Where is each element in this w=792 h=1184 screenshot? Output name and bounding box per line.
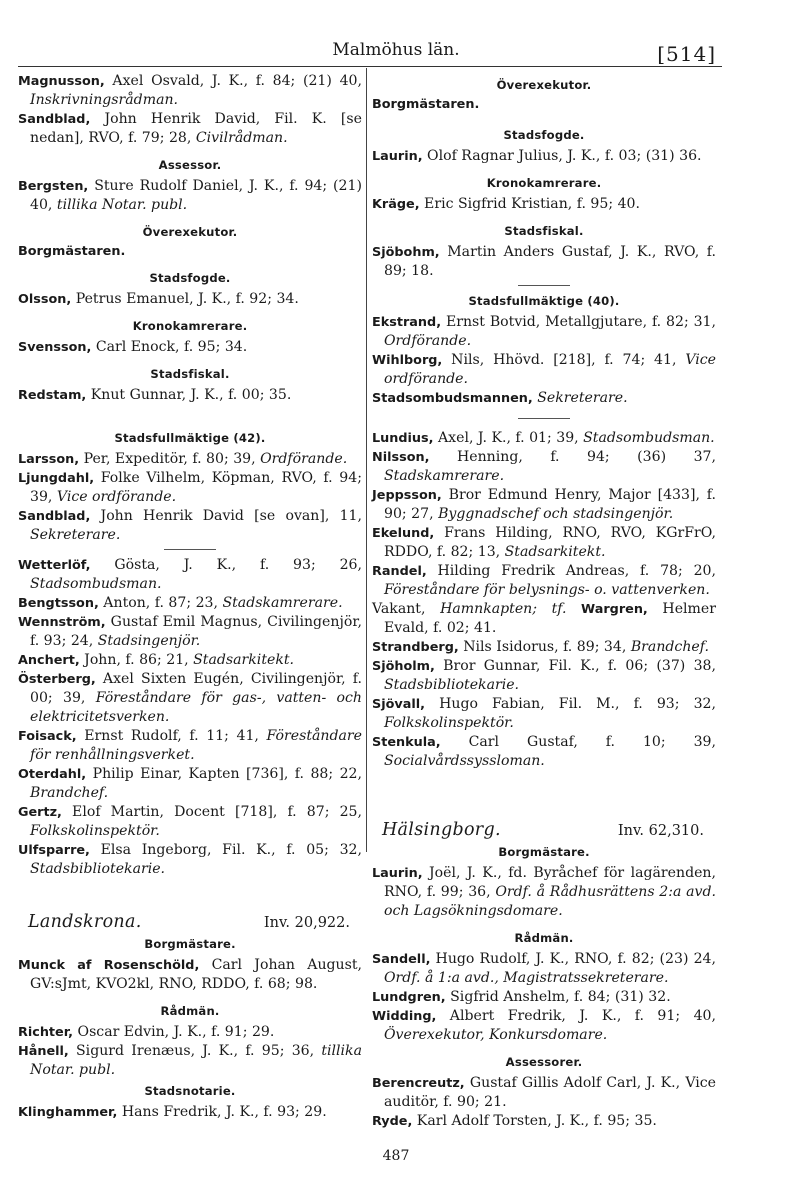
entry — [18, 450, 362, 469]
entry-name: Ekstrand, — [372, 315, 442, 330]
entry — [18, 956, 362, 994]
entry-text: Per, Expeditör, f. 80; 39, — [79, 451, 261, 467]
entry-text: Carl Johan August, GV:sJmt, KVO2kl, RNO, RDDO, f. 68; 98. — [30, 957, 363, 992]
entry-name: Ljungdahl, — [18, 471, 95, 486]
entry-name: Jeppsson, — [372, 488, 442, 503]
entry-text: Sture Rudolf Daniel, J. K., f. 94; (21) 40, — [30, 178, 362, 213]
entry — [18, 386, 362, 405]
city-heading — [18, 913, 362, 933]
entry-name: Sjövall, — [372, 697, 426, 712]
entry-text: Hugo Fabian, Fil. M., f. 93; 32, — [425, 696, 716, 712]
entry-text: Bror Edmund Henry, Major [433], f. 90; 27, — [384, 487, 716, 522]
entry-text: Philip Einar, Kapten [736], f. 88; 22, — [86, 766, 362, 782]
entry — [372, 524, 716, 562]
entry-name: Randel, — [372, 564, 427, 579]
section-heading: Assessorer. — [505, 1055, 583, 1069]
entry-text: Frans Hilding, RNO, RVO, KGrFrO, RDDO, f. 82; 13, — [384, 525, 716, 560]
entry-role: Stadsombudsman. — [30, 576, 162, 592]
entry-name: Oterdahl, — [18, 767, 87, 782]
entry-name: Larsson, — [18, 452, 80, 467]
entry-role: Överexekutor, Konkursdomare. — [384, 1027, 608, 1043]
entry-name: Berencreutz, — [372, 1076, 465, 1091]
entry-role: Vice ordförande. — [384, 352, 716, 387]
entry-name: Klinghammer, — [18, 1105, 118, 1120]
entry-name: Gertz, — [18, 805, 62, 820]
section-heading: Kronokamrerare. — [132, 319, 248, 333]
entry-text: Eric Sigfrid Kristian, f. 95; 40. — [419, 196, 640, 212]
entry-prefix: Vakant, — [372, 601, 441, 617]
entry-name: Kräge, — [372, 197, 420, 212]
entry — [372, 448, 716, 486]
city-population: Inv. 20,922. — [263, 915, 350, 931]
entry-name: Lundgren, — [372, 990, 446, 1005]
entry-role: Ordförande. — [260, 451, 348, 467]
entry-role: Brandchef. — [30, 785, 109, 801]
entry-role: Vice ordförande. — [56, 489, 177, 505]
entry-text: Hans Fredrik, J. K., f. 93; 29. — [117, 1104, 327, 1120]
entry-text: Ernst Botvid, Metallgjutare, f. 82; 31, — [441, 314, 716, 330]
entry — [372, 1074, 716, 1112]
entry-name: Sjöholm, — [372, 659, 435, 674]
entry — [372, 695, 716, 733]
entry-name: Hånell, — [18, 1044, 69, 1059]
entry-text: Nils, Hhövd. [218], f. 74; 41, — [442, 352, 686, 368]
entry-role: Stadskamrerare. — [384, 468, 505, 484]
entry-role: Folkskolinspektör. — [384, 715, 514, 731]
section-heading: Stadsfiskal. — [504, 224, 584, 238]
entry-name: Sjöbohm, — [372, 245, 440, 260]
entry-role: Stadsbibliotekarie. — [384, 677, 520, 693]
entry — [372, 733, 716, 771]
separator-dash — [518, 418, 570, 419]
entry-role: Inskrivningsrådman. — [30, 92, 179, 108]
entry-role: Sekreterare. — [30, 527, 121, 543]
entry-name: Ekelund, — [372, 526, 435, 541]
section-heading: Stadsnotarie. — [144, 1084, 236, 1098]
entry — [18, 72, 362, 110]
entry-role: Socialvårdssyssloman. — [384, 753, 545, 769]
entry-text: Elsa Ingeborg, Fil. K., f. 05; 32, — [89, 842, 362, 858]
entry — [18, 556, 362, 594]
entry-text: Petrus Emanuel, J. K., f. 92; 34. — [71, 291, 299, 307]
entry-text: Helmer Evald, f. 02; 41. — [384, 601, 716, 636]
borgmastaren-label: Borgmästaren. — [18, 244, 126, 259]
entry-role: Ordförande. — [384, 333, 472, 349]
entry-text: Carl Enock, f. 95; 34. — [91, 339, 248, 355]
entry-role: Föreståndare för gas-, vatten- och elektricitetsverken. — [30, 690, 362, 725]
entry-name: Wetterlöf, — [18, 558, 91, 573]
entry-role: Byggnadschef och stadsingenjör. — [438, 506, 674, 522]
entry-name: Nilsson, — [372, 450, 430, 465]
entry-name: Lundius, — [372, 431, 434, 446]
entry-text: Axel Osvald, J. K., f. 84; (21) 40, — [104, 73, 362, 89]
separator-dash — [518, 285, 570, 286]
city-population: Inv. 62,310. — [617, 823, 704, 839]
entry — [372, 657, 716, 695]
entry — [372, 1007, 716, 1045]
entry-text: Karl Adolf Torsten, J. K., f. 95; 35. — [412, 1113, 657, 1129]
entry-text: Carl Gustaf, f. 10; 39, — [440, 734, 716, 750]
entry-name: Foisack, — [18, 729, 77, 744]
entry-name: Redstam, — [18, 388, 87, 403]
entry — [372, 1112, 716, 1131]
entry-role: Stadsombudsman. — [583, 430, 715, 446]
entry — [18, 469, 362, 507]
entry-name: Ulfsparre, — [18, 843, 90, 858]
entry-role: Föreståndare för belysnings- o. vattenverken. — [384, 582, 710, 598]
entry-role: Stadsarkitekt. — [504, 544, 606, 560]
entry-role: Folkskolinspektör. — [30, 823, 160, 839]
entry — [18, 1023, 362, 1042]
entry-text: Joël, J. K., fd. Byråchef för lagärenden, RNO, f. 99; 36, — [384, 865, 716, 900]
entry-name: Sandell, — [372, 952, 431, 967]
entry-name: Wargren, — [566, 602, 648, 617]
header-rule — [18, 66, 722, 67]
entry — [372, 243, 716, 281]
entry-text: Folke Vilhelm, Köpman, RVO, f. 94; 39, — [30, 470, 362, 505]
section-heading: Borgmästare. — [498, 845, 590, 859]
entry-role: Sekreterare. — [537, 390, 628, 406]
section-heading: Stadsfogde. — [503, 128, 585, 142]
entry — [18, 177, 362, 215]
entry-text: Gösta, J. K., f. 93; 26, — [90, 557, 362, 573]
right-column — [372, 72, 716, 1131]
entry — [372, 486, 716, 524]
entry-role: Stadsingenjör. — [97, 633, 201, 649]
entry — [372, 950, 716, 988]
section-heading: Stadsfiskal. — [150, 367, 230, 381]
entry — [372, 864, 716, 921]
entry — [372, 429, 716, 448]
entry-role: tillika Notar. publ. — [56, 197, 188, 213]
entry-text: Gustaf Gillis Adolf Carl, J. K., Vice auditör, f. 90; 21. — [384, 1075, 716, 1110]
entry — [18, 338, 362, 357]
separator-dash — [164, 549, 216, 550]
entry — [18, 651, 362, 670]
entry-text: Ernst Rudolf, f. 11; 41, — [76, 728, 267, 744]
entry-text: Sigfrid Anshelm, f. 84; (31) 32. — [445, 989, 671, 1005]
city-name: Landskrona. — [28, 912, 142, 932]
entry — [18, 110, 362, 148]
entry — [372, 313, 716, 351]
entry-name: Sandblad, — [18, 509, 91, 524]
entry — [372, 351, 716, 389]
entry — [18, 841, 362, 879]
entry-text: Olof Ragnar Julius, J. K., f. 03; (31) 36. — [422, 148, 702, 164]
left-column — [18, 72, 362, 1122]
entry-text: John Henrik David [se ovan], 11, — [90, 508, 362, 524]
entry — [372, 638, 716, 657]
section-heading: Kronokamrerare. — [486, 176, 602, 190]
entry-role: Hamnkapten; tf. — [440, 601, 567, 617]
entry — [18, 507, 362, 545]
entry — [18, 803, 362, 841]
entry-text: Nils Isidorus, f. 89; 34, — [458, 639, 631, 655]
entry — [372, 389, 716, 408]
entry-name: Wennström, — [18, 615, 106, 630]
entry-text: Bror Gunnar, Fil. K., f. 06; (37) 38, — [434, 658, 716, 674]
entry-text: Henning, f. 94; (36) 37, — [429, 449, 716, 465]
page-header-title: Malmöhus län. — [332, 40, 460, 60]
entry-name: Ryde, — [372, 1114, 413, 1129]
entry-text: Elof Martin, Docent [718], f. 87; 25, — [61, 804, 362, 820]
entry-text: Martin Anders Gustaf, J. K., RVO, f. 89; 18. — [384, 244, 716, 279]
entry-name: Richter, — [18, 1025, 74, 1040]
entry-name: Olsson, — [18, 292, 72, 307]
entry-role: Föreståndare för renhållningsverket. — [30, 728, 362, 763]
entry — [372, 988, 716, 1007]
entry-text: Knut Gunnar, J. K., f. 00; 35. — [86, 387, 292, 403]
entry-text: Hugo Rudolf, J. K., RNO, f. 82; (23) 24, — [430, 951, 716, 967]
entry-text: Gustaf Emil Magnus, Civilingenjör, f. 93; 24, — [30, 614, 362, 649]
entry-name: Munck af Rosenschöld, — [18, 958, 200, 973]
entry — [18, 1103, 362, 1122]
entry-name: Magnusson, — [18, 74, 105, 89]
page-footer-number: 487 — [382, 1148, 410, 1164]
city-name: Hälsingborg. — [382, 820, 501, 840]
entry — [18, 727, 362, 765]
entry-name: Stenkula, — [372, 735, 441, 750]
entry-text: Albert Fredrik, J. K., f. 91; 40, — [436, 1008, 716, 1024]
entry-text: Axel, J. K., f. 01; 39, — [433, 430, 584, 446]
entry-role: Brandchef. — [630, 639, 709, 655]
entry-name: Bergsten, — [18, 179, 89, 194]
entry-name: Svensson, — [18, 340, 92, 355]
entry-name: Laurin, — [372, 866, 423, 881]
entry-role: Civilrådman. — [195, 130, 288, 146]
column-divider — [366, 68, 367, 852]
entry-text: Hilding Fredrik Andreas, f. 78; 20, — [426, 563, 716, 579]
entry-name: Bengtsson, — [18, 596, 99, 611]
entry-text: Oscar Edvin, J. K., f. 91; 29. — [73, 1024, 275, 1040]
entry-text: John Henrik David, Fil. K. [se nedan], RVO, f. 79; 28, — [30, 111, 362, 146]
entry — [18, 613, 362, 651]
entry — [18, 670, 362, 727]
page-header-number: [514] — [657, 42, 716, 66]
entry-name: Strandberg, — [372, 640, 459, 655]
entry — [372, 147, 716, 166]
section-heading: Stadsfullmäktige (42). — [114, 431, 266, 445]
entry — [18, 594, 362, 613]
entry-role: Stadsbibliotekarie. — [30, 861, 166, 877]
entry-text: John, f. 86; 21, — [79, 652, 194, 668]
section-heading: Överexekutor. — [142, 225, 238, 239]
entry — [18, 1042, 362, 1080]
section-heading: Stadsfogde. — [149, 271, 231, 285]
entry-role: Ordf. å Rådhusrättens 2:a avd. och Lagsökningsdomare. — [384, 884, 716, 919]
section-heading: Assessor. — [158, 158, 222, 172]
entry — [18, 765, 362, 803]
entry-name: Österberg, — [18, 672, 96, 687]
borgmastaren-label: Borgmästaren. — [372, 97, 480, 112]
entry — [372, 195, 716, 214]
entry-name: Laurin, — [372, 149, 423, 164]
section-heading: Rådmän. — [160, 1004, 220, 1018]
entry-role: tillika Notar. publ. — [30, 1043, 362, 1078]
entry-text: Sigurd Irenæus, J. K., f. 95; 36, — [68, 1043, 322, 1059]
entry-name: Wihlborg, — [372, 353, 443, 368]
entry-text: Axel Sixten Eugén, Civilingenjör, f. 00; 39, — [30, 671, 362, 706]
entry-name: Stadsombudsmannen, — [372, 391, 533, 406]
entry — [372, 600, 716, 638]
entry-role: Stadskamrerare. — [222, 595, 343, 611]
entry-name: Widding, — [372, 1009, 437, 1024]
section-heading: Rådmän. — [514, 931, 574, 945]
section-heading: Borgmästare. — [144, 937, 236, 951]
city-heading — [372, 821, 716, 841]
entry-role: Stadsarkitekt. — [193, 652, 295, 668]
entry-name: Sandblad, — [18, 112, 91, 127]
entry — [372, 562, 716, 600]
section-heading: Stadsfullmäktige (40). — [468, 294, 620, 308]
entry-role: Ordf. å 1:a avd., Magistratssekreterare. — [384, 970, 669, 986]
entry-text: Anton, f. 87; 23, — [98, 595, 223, 611]
entry-name: Anchert, — [18, 653, 80, 668]
entry — [18, 290, 362, 309]
section-heading: Överexekutor. — [496, 78, 592, 92]
